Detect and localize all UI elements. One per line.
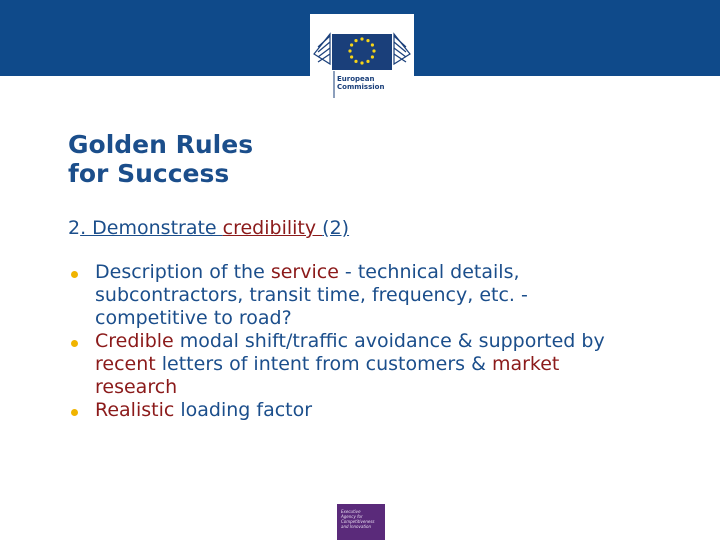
agency-logo-line: Agency for — [341, 514, 363, 519]
bullet-item — [68, 261, 628, 330]
slide-title — [68, 130, 253, 188]
subtitle-suffix: (2) — [322, 217, 350, 239]
european-commission-logo — [310, 14, 414, 100]
bullet-highlight: recent — [95, 353, 156, 375]
slide-subtitle — [68, 216, 349, 240]
bullet-highlight: market research — [95, 353, 560, 398]
bullet-text: - technical details, subcontractors, transit time, frequency, etc. - competitive to road? — [95, 261, 528, 329]
bullet-dot-icon — [71, 271, 78, 278]
bullet-text: loading factor — [174, 399, 313, 421]
bullet-text: modal shift/traffic avoidance & supported by — [173, 330, 605, 352]
slide-title-line2: for Success — [68, 159, 230, 188]
agency-logo-line: and Innovation — [341, 524, 371, 529]
logo-caption — [337, 75, 384, 91]
logo-caption-line1: European — [337, 75, 375, 83]
bullet-item — [68, 330, 628, 399]
agency-logo-text — [341, 509, 375, 529]
bullet-highlight: Credible — [95, 330, 174, 352]
bullet-dot-icon — [71, 340, 78, 347]
subtitle-text: . Demonstrate — [80, 217, 223, 239]
bullet-list — [68, 261, 628, 422]
bullet-text: letters of intent from customers & — [155, 353, 492, 375]
agency-logo — [337, 504, 385, 540]
slide-title-line1: Golden Rules — [68, 130, 254, 159]
bullet-dot-icon — [71, 409, 78, 416]
bullet-highlight: Realistic — [95, 399, 175, 421]
bullet-text: Description of the — [95, 261, 271, 283]
bullet-highlight: service — [270, 261, 339, 283]
subtitle-highlight: credibility — [222, 217, 323, 239]
agency-logo-line: Competitiveness — [341, 519, 375, 524]
agency-logo-line: Executive — [341, 509, 361, 514]
logo-caption-line2: Commission — [337, 83, 385, 91]
bullet-item — [68, 399, 628, 422]
subtitle-number: 2 — [68, 217, 81, 239]
